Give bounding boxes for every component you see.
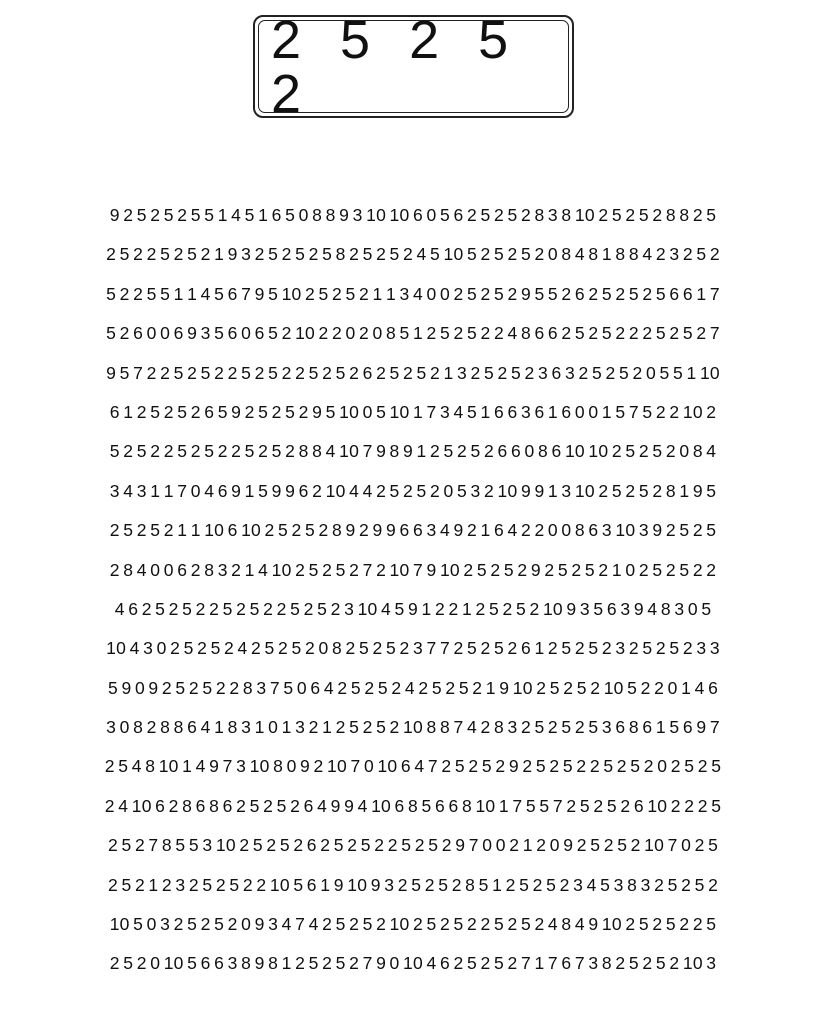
digit-row: 5 9 0 9 2 5 2 5 2 2 8 3 7 5 0 6 4 2 5 2 5 2 4 2 5 2 5 2 1 9 10 2 5 2 5 2 10 5 2 2 0 1 4 6 bbox=[107, 677, 719, 698]
digit-row: 2 5 2 1 2 3 2 5 2 5 2 2 10 5 6 1 9 10 9 3 2 5 2 5 2 8 5 1 2 5 2 5 2 3 4 5 3 8 3 2 5 2 5 2 bbox=[107, 874, 719, 895]
digit-row: 2 5 2 2 5 2 5 2 1 9 3 2 5 2 5 2 5 8 2 5 2 5 2 4 5 10 5 2 5 2 5 2 0 8 4 8 1 8 8 4 2 3 2 5 2 bbox=[106, 244, 720, 265]
digit-row: 6 1 2 5 2 5 2 6 5 9 2 5 2 5 2 9 5 10 0 5 10 1 7 3 4 5 1 6 6 3 6 1 6 0 0 1 5 7 5 2 2 10 2 bbox=[109, 401, 717, 422]
digit-row: 2 5 2 0 10 5 6 6 3 8 9 8 1 2 5 2 5 2 7 9 0 10 4 6 2 5 2 5 2 7 1 7 6 7 3 8 2 5 2 5 2 10 3 bbox=[109, 953, 717, 974]
digit-row: 2 5 2 7 8 5 5 3 10 2 5 2 5 2 6 2 5 2 5 2 2 5 2 5 2 9 7 0 0 2 1 2 0 9 2 5 2 5 2 10 7 0 2 5 bbox=[107, 835, 719, 856]
digit-row: 5 2 5 2 2 5 2 5 2 2 5 2 5 2 8 8 4 10 7 9 8 9 1 2 5 2 5 2 6 6 0 8 6 10 10 2 5 2 5 2 0 8 4 bbox=[109, 441, 717, 462]
target-number: 2 5 2 5 2 bbox=[271, 9, 521, 124]
digit-row: 9 2 5 2 5 2 5 5 1 4 5 1 6 5 0 8 8 9 3 10 10 6 0 5 6 2 5 2 5 2 8 3 8 10 2 5 2 5 2 8 8 2 5 bbox=[109, 205, 717, 225]
digit-row: 10 5 0 3 2 5 2 5 2 0 9 3 4 7 4 2 5 2 5 2 10 2 5 2 5 2 2 5 2 5 2 4 8 4 9 10 2 5 2 5 2 2 5 bbox=[109, 914, 717, 935]
digit-row: 4 6 2 5 2 5 2 2 5 2 5 2 2 5 2 5 2 3 10 4 5 9 1 2 2 1 2 5 2 5 2 10 9 3 5 6 3 9 4 8 3 0 5 bbox=[114, 598, 712, 619]
digit-row: 3 0 8 2 8 8 6 4 1 8 3 1 0 1 3 2 1 2 5 2 5 2 10 8 8 7 4 2 8 3 2 5 2 5 2 5 3 6 8 6 1 5 6 9 7 bbox=[106, 717, 720, 738]
digit-row: 9 5 7 2 2 5 2 5 2 2 5 2 5 2 2 5 2 5 2 6 2 5 2 5 2 1 3 2 5 2 5 2 3 6 3 2 5 2 5 2 0 5 5 1 10 bbox=[106, 362, 720, 383]
digit-row: 10 4 3 0 2 5 2 5 2 4 2 5 2 5 2 0 8 2 5 2 5 2 3 7 7 2 5 2 5 2 6 1 2 5 2 5 2 3 2 5 2 5 2 3 3 bbox=[106, 638, 720, 659]
digit-row: 3 4 3 1 1 7 0 4 6 9 1 5 9 9 6 2 10 4 4 2 5 2 5 2 0 5 3 2 10 9 9 1 3 10 2 5 2 5 2 8 1 9 5 bbox=[109, 480, 717, 501]
target-number-frame bbox=[258, 9, 569, 124]
digit-row: 5 2 6 0 0 6 9 3 5 6 0 6 5 2 10 2 2 0 2 0 8 5 1 2 5 2 5 2 2 4 8 6 6 2 5 2 5 2 2 2 5 2 5 2 7 bbox=[106, 323, 720, 344]
digit-row: 5 2 2 5 5 1 1 4 5 6 7 9 5 10 2 5 2 5 2 1 1 3 4 0 0 2 5 2 5 2 9 5 5 2 6 2 5 2 5 2 5 6 6 1 7 bbox=[106, 283, 720, 304]
target-number-box bbox=[253, 9, 574, 124]
digit-grid bbox=[10, 200, 816, 988]
digit-row: 2 5 2 5 2 1 1 10 6 10 2 5 2 5 2 8 9 2 9 9 6 6 3 4 9 2 1 6 4 2 2 0 0 8 6 3 10 3 9 2 5 2 5 bbox=[109, 520, 717, 541]
digit-row: 2 4 10 6 2 8 6 8 6 2 5 2 5 2 6 4 9 9 4 10 6 8 5 6 6 8 10 1 7 5 5 7 2 5 2 5 2 6 10 2 2 2 5 bbox=[104, 795, 722, 816]
digit-row: 2 5 4 8 10 1 4 9 7 3 10 8 0 9 2 10 7 0 10 6 4 7 2 5 2 5 2 9 2 5 2 5 2 2 5 2 5 2 0 2 5 2 5 bbox=[104, 756, 722, 777]
digit-row: 2 8 4 0 0 6 2 8 3 2 1 4 10 2 5 2 5 2 7 2 10 7 9 10 2 5 2 5 2 9 2 5 2 5 2 1 0 2 5 2 5 2 2 bbox=[109, 559, 717, 580]
